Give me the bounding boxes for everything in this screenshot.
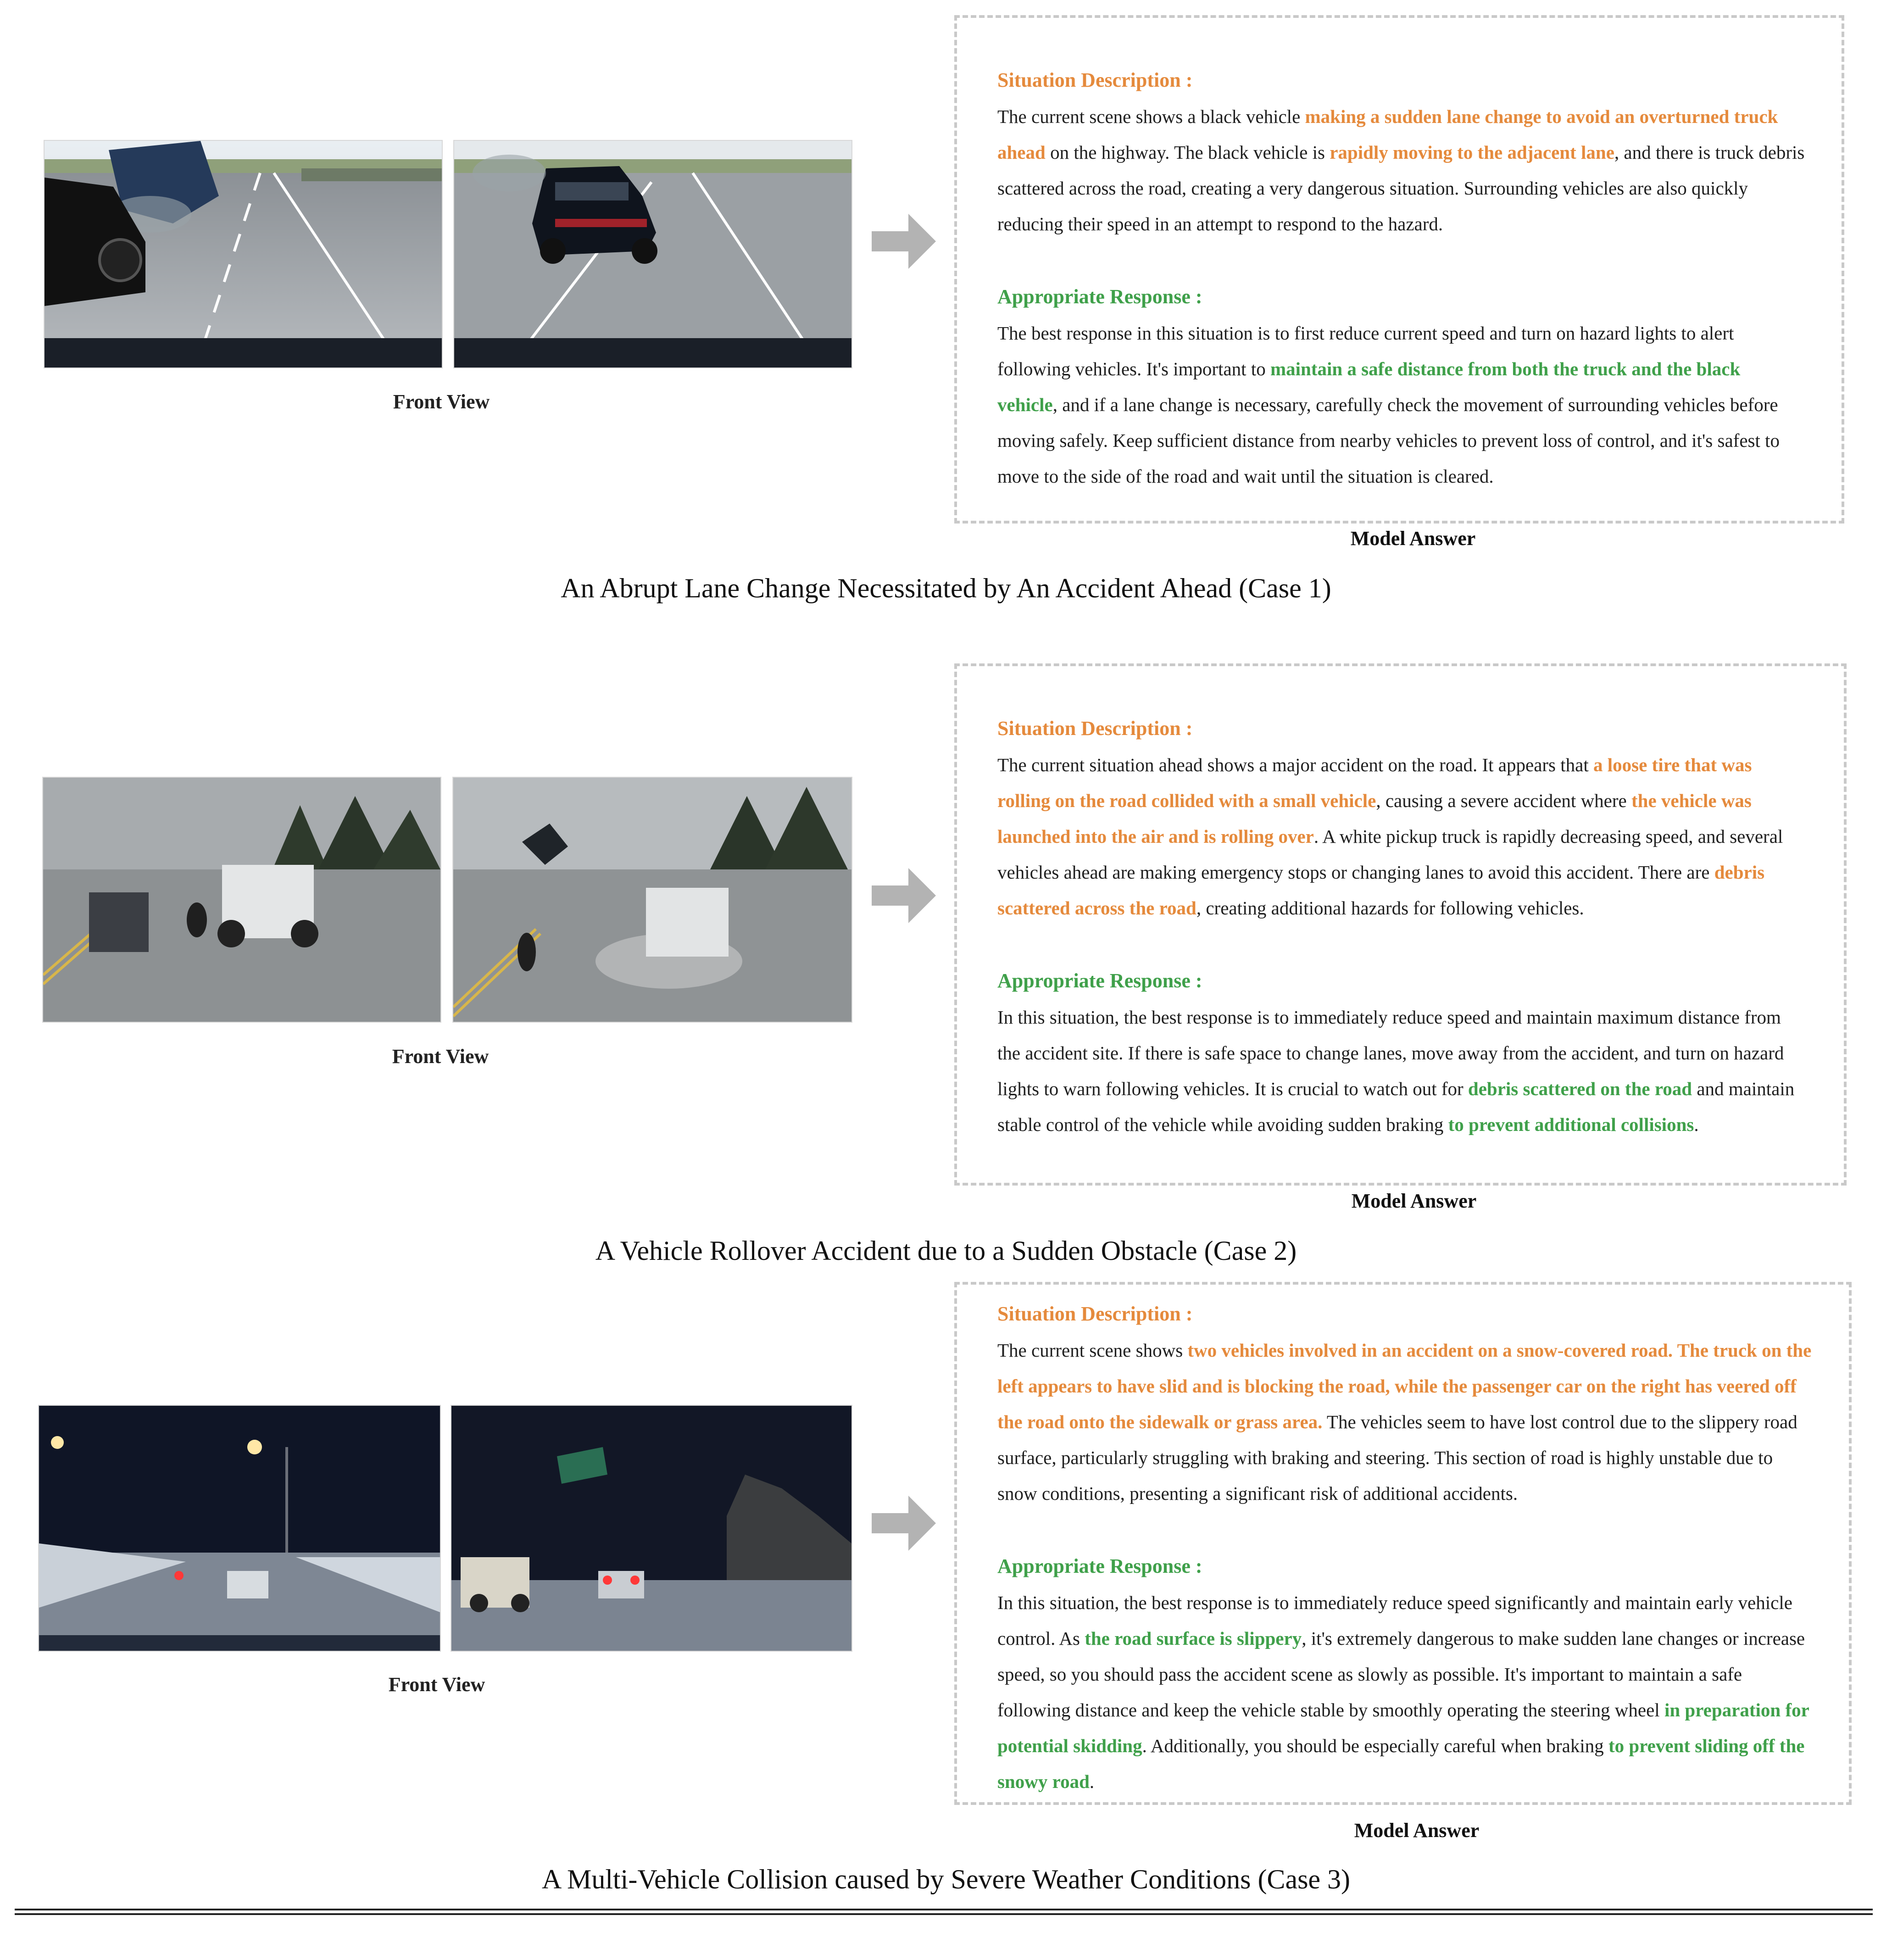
situation-description-text [997, 747, 1807, 926]
appropriate-response-heading: Appropriate Response : [997, 969, 1202, 992]
response-highlight: maintain a safe distance from both the truck and the black vehicle [997, 358, 1741, 415]
black-sedan-lane-change-image [454, 141, 851, 368]
response-segment: . Additionally, you should be especially careful when braking [1142, 1735, 1608, 1756]
model-answer-label: Model Answer [1354, 1819, 1480, 1842]
case-caption: A Vehicle Rollover Accident due to a Sudden Obstacle (Case 2) [595, 1236, 1297, 1266]
response-segment: . [1694, 1114, 1699, 1135]
snowy-collision-image [451, 1406, 851, 1651]
situation-segment: , causing a severe accident where [1376, 790, 1631, 811]
case-caption: An Abrupt Lane Change Necessitated by An Accident Ahead (Case 1) [561, 573, 1331, 603]
front-view-label: Front View [392, 1045, 489, 1068]
vehicle-rollover-image [453, 778, 851, 1022]
front-view-label: Front View [388, 1673, 485, 1696]
situation-segment: on the highway. The black vehicle is [1045, 142, 1330, 163]
situation-segment: The current situation ahead shows a major accident on the road. It appears that [997, 754, 1593, 775]
front-view-frame-2 [452, 777, 852, 1023]
situation-segment: . A white pickup truck is rapidly decreasing speed, and several vehicles ahead are making emergency stops or changing lanes to avoid this accident. There are [997, 826, 1783, 883]
loose-tire-collision-image [43, 778, 440, 1022]
situation-segment: The current scene shows [997, 1340, 1188, 1361]
response-segment: In this situation, the best response is to immediately reduce speed and maintain maximum distance from the accident site. If there is safe space to change lanes, move away from the accident, and turn on hazard lights to warn following vehicles. It is crucial to watch out for [997, 1007, 1784, 1099]
response-highlight: in preparation for potential skidding [997, 1699, 1809, 1756]
appropriate-response-text [997, 999, 1807, 1142]
situation-segment: The current scene shows a black vehicle [997, 106, 1305, 127]
snowy-night-road-image [39, 1406, 440, 1651]
response-highlight: debris scattered on the road [1468, 1078, 1692, 1099]
right-arrow-icon [872, 214, 936, 269]
response-segment: , and if a lane change is necessary, carefully check the movement of surrounding vehicles before moving safely. Keep sufficient distance from nearby vehicles to prevent loss of control, and it's safest to move to the side of the road and wait until the situation is cleared. [997, 394, 1780, 487]
front-view-frame-2 [453, 140, 852, 368]
appropriate-response-heading: Appropriate Response : [997, 285, 1202, 308]
model-answer-label: Model Answer [1350, 527, 1476, 550]
bottom-double-rule-top [15, 1909, 1873, 1910]
front-view-frame-1 [38, 1405, 441, 1652]
response-segment: . [1089, 1771, 1095, 1792]
appropriate-response-text [997, 1585, 1812, 1799]
highway-overturned-truck-image [45, 141, 442, 368]
situation-highlight: the vehicle was launched into the air and is rolling over [997, 790, 1752, 847]
situation-description-text [997, 99, 1805, 242]
situation-description-heading: Situation Description : [997, 69, 1193, 91]
model-answer-label: Model Answer [1351, 1190, 1477, 1212]
situation-highlight: making a sudden lane change to avoid an overturned truck ahead [997, 106, 1778, 163]
situation-segment: , and there is truck debris scattered across the road, creating a very dangerous situation. Surrounding vehicles are also quickly reducing their speed in an attempt to respond to the hazard. [997, 142, 1805, 234]
situation-highlight: rapidly moving to the adjacent lane [1330, 142, 1614, 163]
situation-segment: , creating additional hazards for following vehicles. [1196, 897, 1584, 919]
bottom-double-rule-bottom [15, 1913, 1873, 1915]
response-highlight: the road surface is slippery [1085, 1628, 1302, 1649]
response-segment: The best response in this situation is to first reduce current speed and turn on hazard lights to alert following vehicles. It's important to [997, 323, 1734, 379]
situation-segment: The vehicles seem to have lost control due to the slippery road surface, particularly struggling with braking and steering. This section of road is highly unstable due to snow conditions, presenting a significant risk of additional accidents. [997, 1411, 1797, 1504]
right-arrow-icon [872, 868, 936, 923]
front-view-label: Front View [393, 390, 490, 413]
situation-highlight: two vehicles involved in an accident on a snow-covered road. The truck on the left appears to have slid and is blocking the road, while the passenger car on the right has veered off the road onto the sidewalk or grass area. [997, 1340, 1812, 1432]
response-segment: In this situation, the best response is to immediately reduce speed significantly and maintain early vehicle control. As [997, 1592, 1792, 1649]
situation-description-heading: Situation Description : [997, 1303, 1193, 1325]
front-view-frame-2 [451, 1405, 852, 1652]
response-highlight: to prevent sliding off the snowy road [997, 1735, 1805, 1792]
response-highlight: to prevent additional collisions [1448, 1114, 1694, 1135]
situation-highlight: a loose tire that was rolling on the road collided with a small vehicle [997, 754, 1752, 811]
model-answer-box [954, 15, 1844, 523]
appropriate-response-text [997, 315, 1805, 494]
case-caption: A Multi-Vehicle Collision caused by Severe Weather Conditions (Case 3) [541, 1864, 1351, 1894]
model-answer-box [954, 663, 1847, 1186]
model-answer-box [954, 1282, 1852, 1805]
front-view-frame-1 [44, 140, 443, 368]
appropriate-response-heading: Appropriate Response : [997, 1555, 1202, 1577]
situation-description-heading: Situation Description : [997, 717, 1193, 740]
response-segment: , it's extremely dangerous to make sudden lane changes or increase speed, so you should pass the accident scene as slowly as possible. It's important to maintain a safe following distance and keep the vehicle stable by smoothly operating the steering wheel [997, 1628, 1805, 1721]
response-segment: and maintain stable control of the vehicle while avoiding sudden braking [997, 1078, 1795, 1135]
front-view-frame-1 [42, 777, 441, 1023]
situation-highlight: debris scattered across the road [997, 862, 1765, 919]
situation-description-text [997, 1332, 1812, 1511]
right-arrow-icon [872, 1496, 936, 1551]
